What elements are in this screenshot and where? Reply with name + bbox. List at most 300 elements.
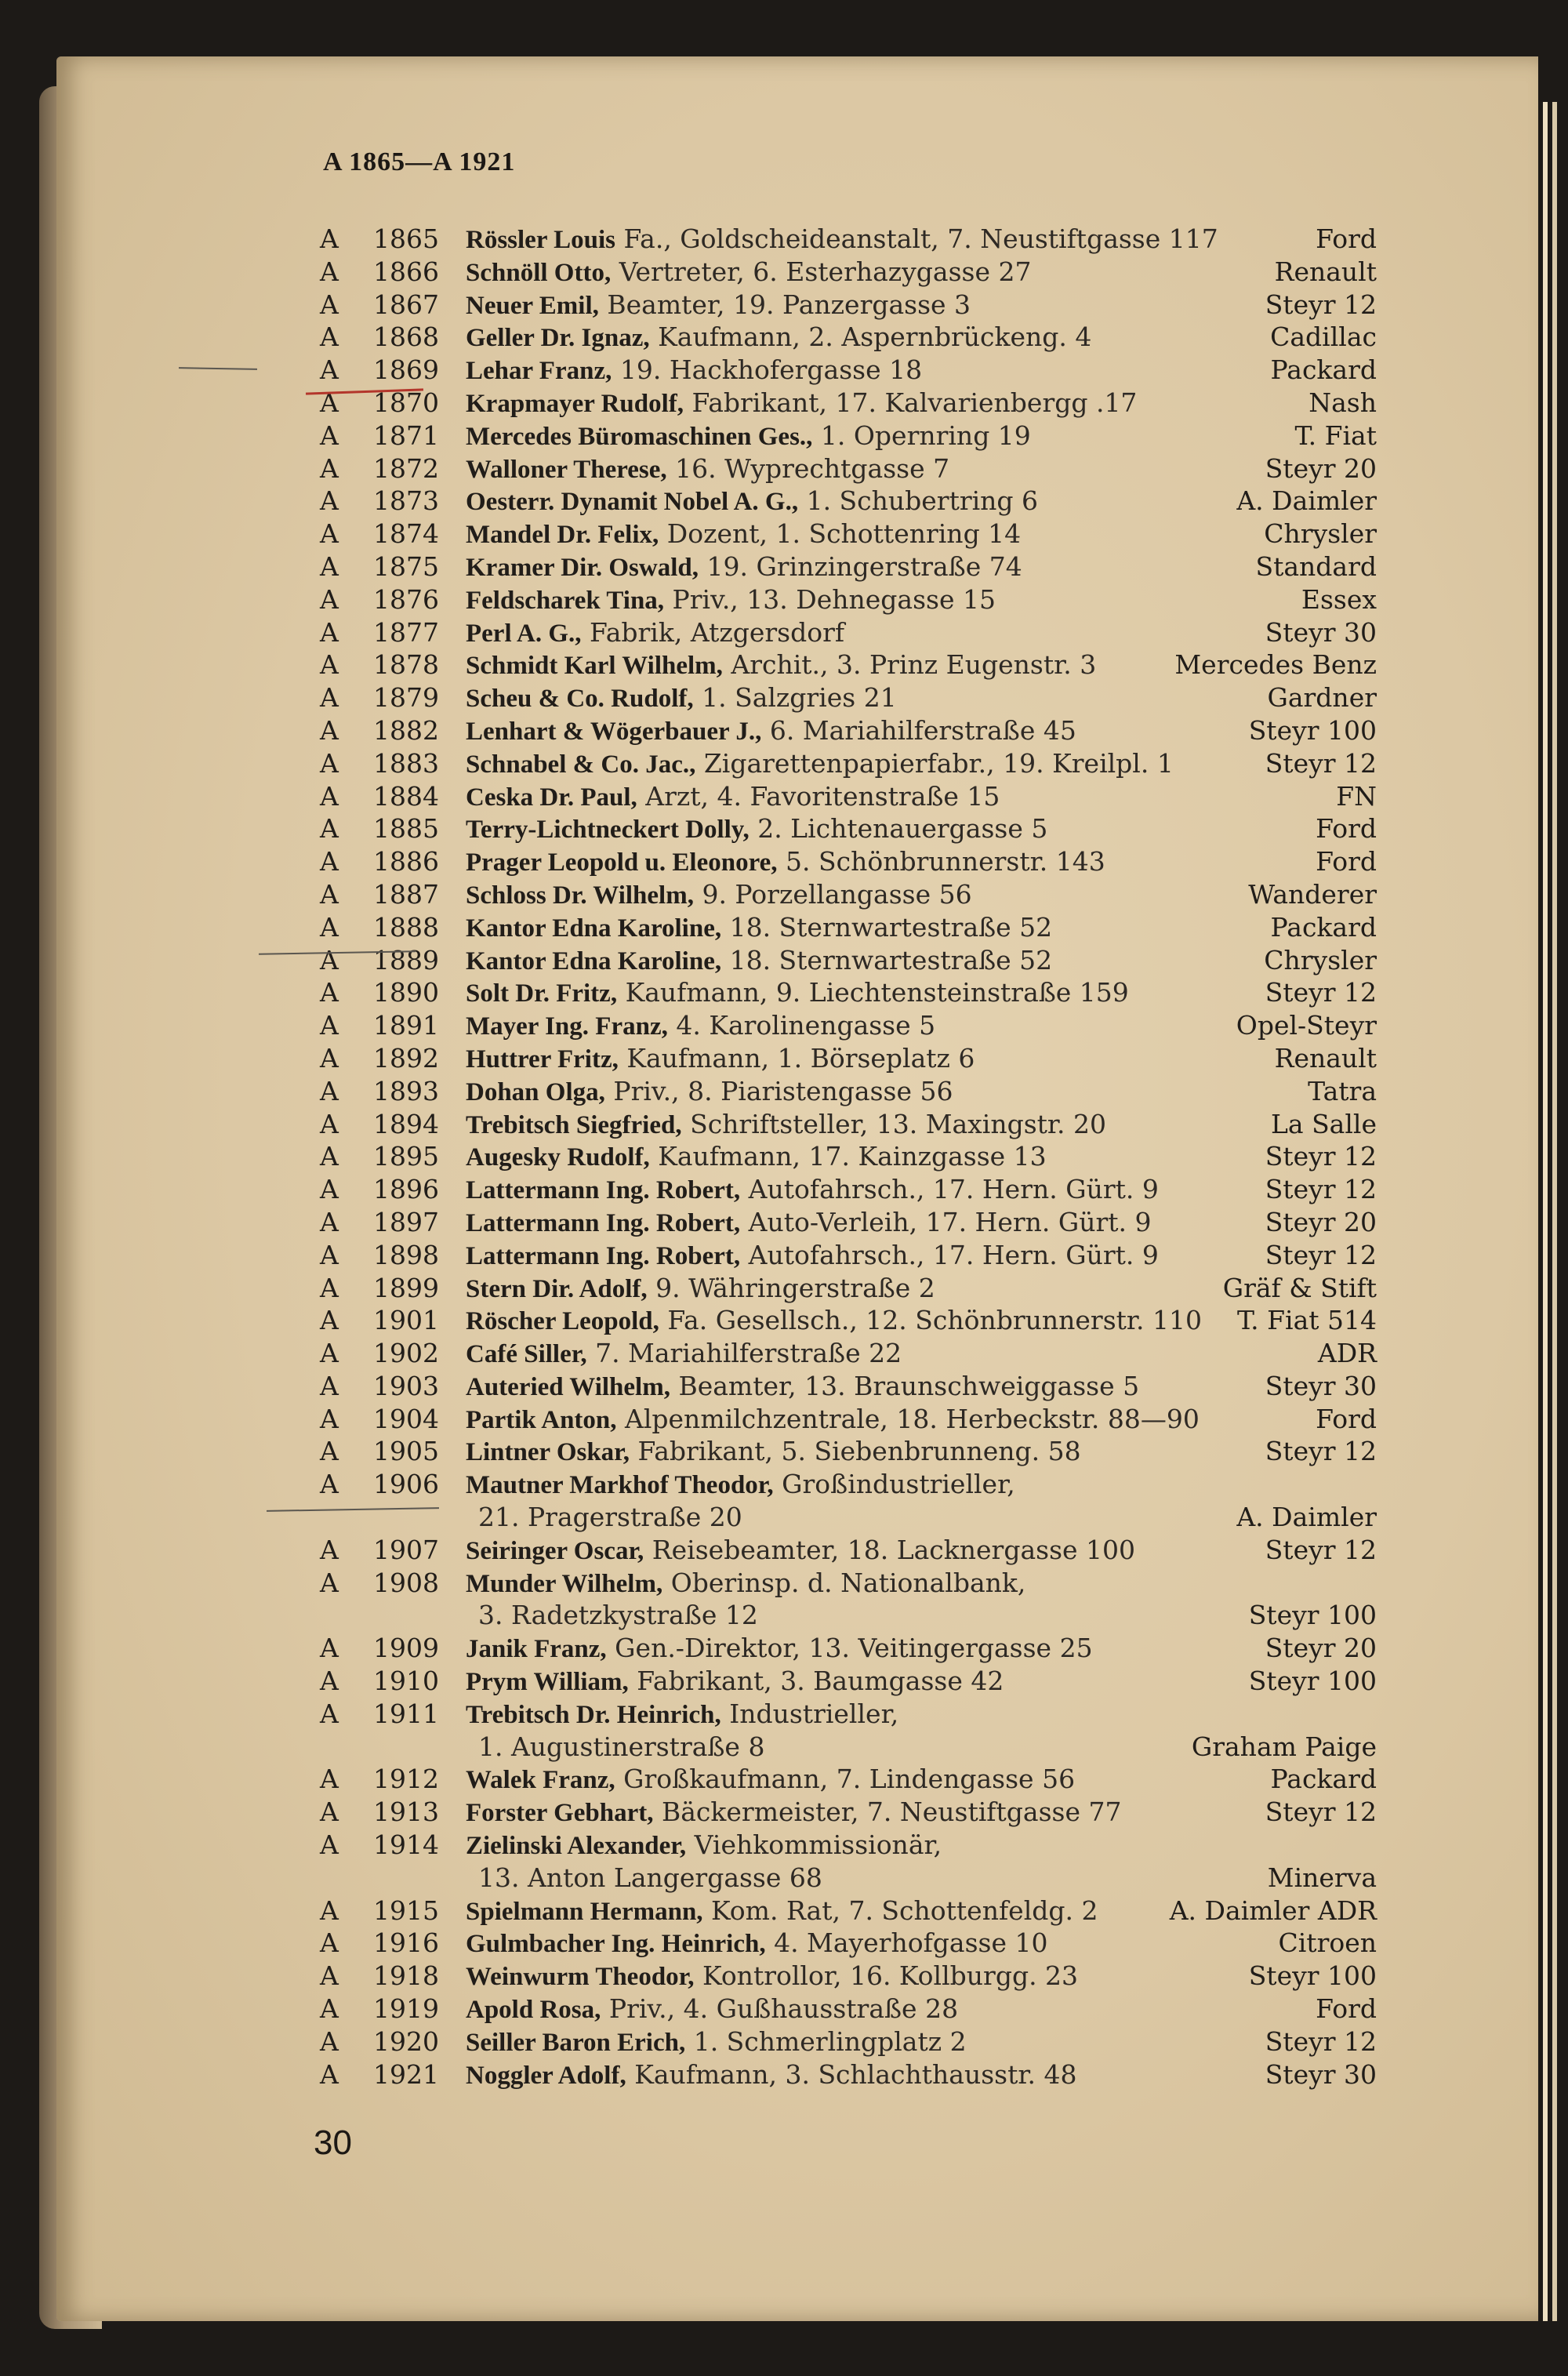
plate-number: 1902 [373,1338,439,1369]
plate-prefix: A [320,1895,339,1926]
plate-prefix: A [320,616,339,648]
plate-prefix: A [320,813,339,845]
list-item [0,354,1490,387]
plate-prefix: A [320,1698,339,1729]
owner-details: Kaufmann, 9. Liechtensteinstraße 159 [617,977,1129,1008]
owner-details: Fabrikant, 5. Siebenbrunneng. 58 [630,1436,1081,1467]
list-item [0,878,1490,911]
plate-prefix: A [320,452,339,484]
owner-details: Kom. Rat, 7. Schottenfeldg. 2 [702,1895,1098,1926]
plate-prefix: A [320,256,339,287]
list-item [0,1927,1490,1960]
plate-prefix: A [320,485,339,517]
owner-details: Beamter, 19. Panzergasse 3 [598,289,971,320]
owner-name: Solt Dr. Fritz, [466,979,618,1008]
plate-number: 1919 [373,1993,439,2025]
owner-name: Augesky Rudolf, [466,1143,650,1172]
owner-name: Seiller Baron Erich, [466,2028,686,2057]
plate-prefix: A [320,1797,339,1828]
plate-number: 1879 [373,682,439,714]
entry-text [466,1206,1152,1241]
entry-text [466,812,1047,847]
plate-number: 1869 [373,354,439,386]
car-make: Chrysler [1264,944,1377,975]
owner-name: Partik Anton, [466,1405,617,1434]
entry-text [466,1534,1135,1568]
owner-details: 2. Lichtenauergasse 5 [749,813,1048,845]
car-make: Citroen [1278,1927,1377,1959]
entry-text [466,1239,1159,1273]
registry-list [0,223,1490,2091]
car-make: T. Fiat 514 [1236,1305,1377,1336]
plate-prefix: A [320,1010,339,1041]
car-make: Steyr 100 [1248,714,1377,746]
entry-text [466,223,1218,257]
plate-number: 1888 [373,911,439,943]
owner-name: Auteried Wilhelm, [466,1372,670,1401]
car-make: Steyr 30 [1265,616,1377,648]
owner-details: 7. Mariahilferstraße 22 [586,1338,902,1369]
entry-text [466,1173,1159,1208]
plate-prefix: A [320,1141,339,1172]
owner-name: Oesterr. Dynamit Nobel A. G., [466,488,799,517]
plate-number: 1878 [373,649,439,681]
plate-prefix: A [320,649,339,681]
owner-details: 19. Grinzingerstraße 74 [698,550,1022,582]
car-make: Steyr 12 [1265,1239,1377,1270]
car-make: Steyr 100 [1248,1666,1377,1697]
owner-name: Prym William, [466,1668,629,1697]
plate-number: 1911 [373,1698,439,1729]
plate-number: 1867 [373,289,439,320]
owner-details: Fabrikant, 3. Baumgasse 42 [628,1666,1004,1697]
plate-number: 1914 [373,1829,439,1861]
plate-prefix: A [320,1567,339,1598]
list-item [0,1239,1490,1272]
entry-text [466,485,1038,519]
car-make: A. Daimler ADR [1169,1895,1377,1926]
entry-text [466,1796,1121,1830]
entry-text [466,1763,1075,1797]
owner-details: Industrieller, [720,1698,899,1729]
plate-prefix: A [320,780,339,812]
entry-text [466,2058,1076,2093]
owner-details: 16. Wyprechtgasse 7 [666,452,950,484]
owner-details: 18. Sternwartestraße 52 [721,944,1053,975]
list-item [0,452,1490,485]
car-make: Steyr 20 [1265,1206,1377,1237]
plate-number: 1912 [373,1764,439,1795]
plate-number: 1894 [373,1108,439,1139]
list-item [0,1140,1490,1173]
car-make: Steyr 12 [1265,289,1377,320]
list-item [0,1960,1490,1993]
entry-text [466,1075,953,1110]
car-make: FN [1336,780,1377,812]
owner-details: 1. Salzgries 21 [693,682,897,714]
owner-name: Mayer Ing. Franz, [466,1012,668,1041]
list-item [0,944,1490,977]
plate-prefix: A [320,354,339,386]
owner-details: Fa. Gesellsch., 12. Schönbrunnerstr. 110 [659,1305,1203,1336]
plate-number: 1884 [373,780,439,812]
owner-name: Lintner Oskar, [466,1438,630,1467]
plate-number: 1893 [373,1075,439,1106]
plate-number: 1899 [373,1272,439,1303]
owner-details: Beamter, 13. Braunschweiggasse 5 [670,1370,1140,1401]
entry-text [466,1665,1004,1699]
owner-details: Schriftsteller, 13. Maxingstr. 20 [681,1108,1107,1139]
list-item [0,812,1490,845]
car-make: Packard [1270,354,1377,386]
entry-text [466,256,1032,290]
list-item [0,518,1490,550]
entry-text [466,550,1022,585]
plate-number: 1906 [373,1469,439,1500]
list-item [0,1272,1490,1305]
owner-name: Kantor Edna Karoline, [466,946,722,975]
owner-details: Autofahrsch., 17. Hern. Gürt. 9 [740,1174,1159,1205]
owner-name: Seiringer Oscar, [466,1536,644,1565]
list-item [0,1206,1490,1239]
owner-name: Janik Franz, [466,1635,607,1664]
plate-prefix: A [320,1993,339,2025]
car-make: Steyr 20 [1265,452,1377,484]
car-make: Ford [1316,1993,1377,2025]
owner-name: Munder Wilhelm, [466,1569,663,1598]
entry-text [466,616,844,651]
entry-text [466,1632,1093,1666]
list-item [0,485,1490,518]
list-item [0,2058,1490,2091]
entry-text [466,944,1052,979]
owner-name: Neuer Emil, [466,291,599,320]
owner-name: Terry-Lichtneckert Dolly, [466,816,750,845]
car-make: Standard [1255,550,1377,582]
owner-name: Mercedes Büromaschinen Ges., [466,422,813,451]
list-item [0,714,1490,747]
owner-details: Alpenmilchzentrale, 18. Herbeckstr. 88—90 [616,1403,1200,1434]
owner-details: Großkaufmann, 7. Lindengasse 56 [615,1764,1076,1795]
car-make: T. Fiat [1294,420,1377,451]
owner-name: Schnabel & Co. Jac., [466,750,696,779]
car-make: Steyr 12 [1265,1534,1377,1565]
car-make: Gardner [1267,682,1377,714]
entry-text [466,1337,902,1371]
entry-text [466,1009,935,1044]
entry-text [466,1370,1139,1404]
entry-text [466,845,1105,880]
car-make: A. Daimler [1236,1502,1377,1533]
owner-details: Viehkommissionär, [686,1829,942,1861]
entry-text [466,321,1091,355]
plate-number: 1868 [373,322,439,353]
car-make: Steyr 12 [1265,2025,1377,2057]
plate-prefix: A [320,682,339,714]
plate-prefix: A [320,1927,339,1959]
plate-prefix: A [320,1075,339,1106]
owner-details: Fa., Goldscheideanstalt, 7. Neustiftgasse 117 [615,223,1218,254]
owner-details: Großindustrieller, [773,1469,1015,1500]
list-item [0,1665,1490,1698]
car-make: Packard [1270,1764,1377,1795]
plate-number: 1908 [373,1567,439,1598]
owner-name: Trebitsch Dr. Heinrich, [466,1700,721,1729]
owner-name: Perl A. G., [466,619,582,648]
plate-prefix: A [320,2058,339,2090]
owner-details: Priv., 4. Gußhausstraße 28 [601,1993,959,2025]
plate-number: 1874 [373,518,439,550]
owner-details: Fabrikant, 17. Kalvarienbergg .17 [684,387,1138,418]
owner-details: 6. Mariahilferstraße 45 [761,714,1076,746]
entry-text [466,1435,1081,1470]
car-make: Renault [1274,1042,1377,1074]
list-item [0,223,1490,256]
car-make: Steyr 12 [1265,1797,1377,1828]
owner-details: 9. Währingerstraße 2 [647,1272,935,1303]
owner-name: Walek Franz, [466,1766,615,1795]
plate-number: 1910 [373,1666,439,1697]
owner-name: Geller Dr. Ignaz, [466,324,650,353]
owner-name: Café Siller, [466,1340,587,1369]
plate-number: 1904 [373,1403,439,1434]
car-make: Steyr 12 [1265,977,1377,1008]
list-item [0,1435,1490,1468]
owner-details: Kaufmann, 1. Börseplatz 6 [618,1042,975,1074]
entry-text [466,354,922,388]
plate-number: 1885 [373,813,439,845]
car-make: Ford [1316,223,1377,254]
plate-prefix: A [320,747,339,779]
list-item [0,1337,1490,1370]
car-make: Steyr 12 [1265,1436,1377,1467]
owner-details: 1. Schubertring 6 [798,485,1039,517]
car-make: A. Daimler [1236,485,1377,517]
owner-name: Krapmayer Rudolf, [466,389,684,418]
entry-text [466,289,971,323]
list-item [0,1698,1490,1764]
plate-prefix: A [320,1042,339,1074]
car-make: Steyr 12 [1265,1174,1377,1205]
owner-details: Auto-Verleih, 17. Hern. Gürt. 9 [740,1206,1152,1237]
entry-text [466,714,1076,749]
owner-name: Schmidt Karl Wilhelm, [466,652,723,681]
car-make: Chrysler [1264,518,1377,550]
list-item [0,1304,1490,1337]
owner-name: Prager Leopold u. Eleonore, [466,848,778,877]
list-item [0,1042,1490,1075]
owner-name: Gulmbacher Ing. Heinrich, [466,1930,766,1959]
owner-details: Kaufmann, 2. Aspernbrückeng. 4 [649,322,1092,353]
plate-number: 1866 [373,256,439,287]
owner-name: Mautner Markhof Theodor, [466,1471,774,1500]
car-make: Ford [1316,846,1377,877]
entry-text [466,1993,958,2027]
plate-number: 1897 [373,1206,439,1237]
plate-number: 1882 [373,714,439,746]
entry-text [466,1567,1025,1601]
plate-number: 1903 [373,1370,439,1401]
owner-name: Feldscharek Tina, [466,586,665,615]
plate-number: 1909 [373,1633,439,1664]
plate-number: 1876 [373,583,439,615]
owner-name: Mandel Dr. Felix, [466,521,659,550]
entry-text [466,420,1031,454]
plate-prefix: A [320,1239,339,1270]
plate-prefix: A [320,714,339,746]
owner-details: 18. Sternwartestraße 52 [721,911,1053,943]
list-item [0,911,1490,944]
plate-prefix: A [320,1534,339,1565]
owner-name: Lehar Franz, [466,357,612,386]
entry-text [466,1468,1015,1502]
owner-name: Kramer Dir. Oswald, [466,553,699,582]
plate-number: 1871 [373,420,439,451]
car-make: Minerva [1267,1862,1377,1893]
list-item [0,1796,1490,1829]
plate-prefix: A [320,1403,339,1434]
address-continuation: 21. Pragerstraße 20 [478,1502,742,1533]
list-item [0,976,1490,1009]
address-continuation: 3. Radetzkystraße 12 [478,1600,758,1631]
car-make: ADR [1317,1338,1377,1369]
plate-number: 1892 [373,1042,439,1074]
owner-details: 1. Opernring 19 [812,420,1031,451]
plate-prefix: A [320,1272,339,1303]
owner-name: Spielmann Hermann, [466,1897,703,1926]
owner-details: Kaufmann, 17. Kainzgasse 13 [649,1141,1047,1172]
owner-details: 4. Mayerhofgasse 10 [765,1927,1048,1959]
car-make: Packard [1270,911,1377,943]
plate-number: 1920 [373,2025,439,2057]
owner-details: Autofahrsch., 17. Hern. Gürt. 9 [740,1239,1159,1270]
plate-prefix: A [320,1666,339,1697]
car-make: La Salle [1271,1108,1377,1139]
car-make: Nash [1308,387,1377,418]
list-item [0,387,1490,420]
car-make: Steyr 100 [1248,1600,1377,1631]
plate-prefix: A [320,583,339,615]
entry-text [466,911,1052,946]
list-item [0,1009,1490,1042]
owner-name: Lattermann Ing. Robert, [466,1208,741,1237]
owner-details: Kontrollor, 16. Kollburgg. 23 [694,1960,1079,1992]
list-item [0,2025,1490,2058]
owner-name: Weinwurm Theodor, [466,1963,695,1992]
plate-prefix: A [320,1108,339,1139]
owner-name: Schloss Dr. Wilhelm, [466,881,694,910]
entry-text [466,1304,1202,1339]
plate-prefix: A [320,550,339,582]
address-continuation: 1. Augustinerstraße 8 [478,1731,765,1762]
list-item [0,616,1490,649]
list-item [0,1468,1490,1534]
owner-name: Lattermann Ing. Robert, [466,1241,741,1270]
entry-text [466,747,1174,782]
plate-prefix: A [320,1206,339,1237]
list-item [0,1534,1490,1567]
owner-details: Fabrik, Atzgersdorf [581,616,845,648]
plate-number: 1870 [373,387,439,418]
plate-number: 1921 [373,2058,439,2090]
car-make: Ford [1316,813,1377,845]
list-item [0,1403,1490,1436]
owner-details: Arzt, 4. Favoritenstraße 15 [637,780,1000,812]
entry-text [466,583,996,618]
plate-number: 1898 [373,1239,439,1270]
plate-prefix: A [320,1436,339,1467]
plate-prefix: A [320,1829,339,1861]
plate-number: 1886 [373,846,439,877]
list-item [0,681,1490,714]
list-item [0,1632,1490,1665]
owner-name: Zielinski Alexander, [466,1832,687,1861]
car-make: Steyr 20 [1265,1633,1377,1664]
plate-prefix: A [320,1305,339,1336]
entry-text [466,1960,1078,1994]
plate-prefix: A [320,977,339,1008]
entry-text [466,878,972,913]
car-make: Steyr 12 [1265,747,1377,779]
owner-name: Schnöll Otto, [466,258,612,287]
plate-number: 1883 [373,747,439,779]
owner-details: Kaufmann, 3. Schlachthausstr. 48 [626,2058,1077,2090]
plate-number: 1891 [373,1010,439,1041]
list-item [0,648,1490,681]
list-item [0,1108,1490,1141]
plate-prefix: A [320,387,339,418]
list-item [0,321,1490,354]
plate-prefix: A [320,289,339,320]
plate-number: 1918 [373,1960,439,1992]
entry-text [466,1140,1047,1175]
car-make: Essex [1301,583,1377,615]
entry-text [466,976,1129,1011]
car-make: Ford [1316,1403,1377,1434]
list-item [0,1075,1490,1108]
plate-number: 1865 [373,223,439,254]
owner-details: 1. Schmerlingplatz 2 [685,2025,967,2057]
page-edge [1543,102,1548,2321]
owner-details: Archit., 3. Prinz Eugenstr. 3 [722,649,1097,681]
owner-name: Ceska Dr. Paul, [466,783,637,812]
owner-details: 19. Hackhofergasse 18 [612,354,923,386]
entry-text [466,518,1021,552]
car-make: Graham Paige [1191,1731,1377,1762]
plate-number: 1916 [373,1927,439,1959]
owner-name: Scheu & Co. Rudolf, [466,685,694,714]
plate-prefix: A [320,1960,339,1992]
owner-details: Priv., 8. Piaristengasse 56 [604,1075,953,1106]
list-item [0,550,1490,583]
plate-prefix: A [320,944,339,975]
plate-number: 1887 [373,878,439,910]
car-make: Steyr 100 [1248,1960,1377,1992]
plate-number: 1890 [373,977,439,1008]
plate-prefix: A [320,1370,339,1401]
plate-number: 1872 [373,452,439,484]
plate-prefix: A [320,223,339,254]
owner-details: 9. Porzellangasse 56 [693,878,972,910]
plate-number: 1905 [373,1436,439,1467]
entry-text [466,1108,1106,1143]
owner-name: Apold Rosa, [466,1996,601,2025]
entry-text [466,1698,898,1732]
plate-prefix: A [320,846,339,877]
plate-number: 1875 [373,550,439,582]
list-item [0,1993,1490,2025]
plate-number: 1895 [373,1141,439,1172]
